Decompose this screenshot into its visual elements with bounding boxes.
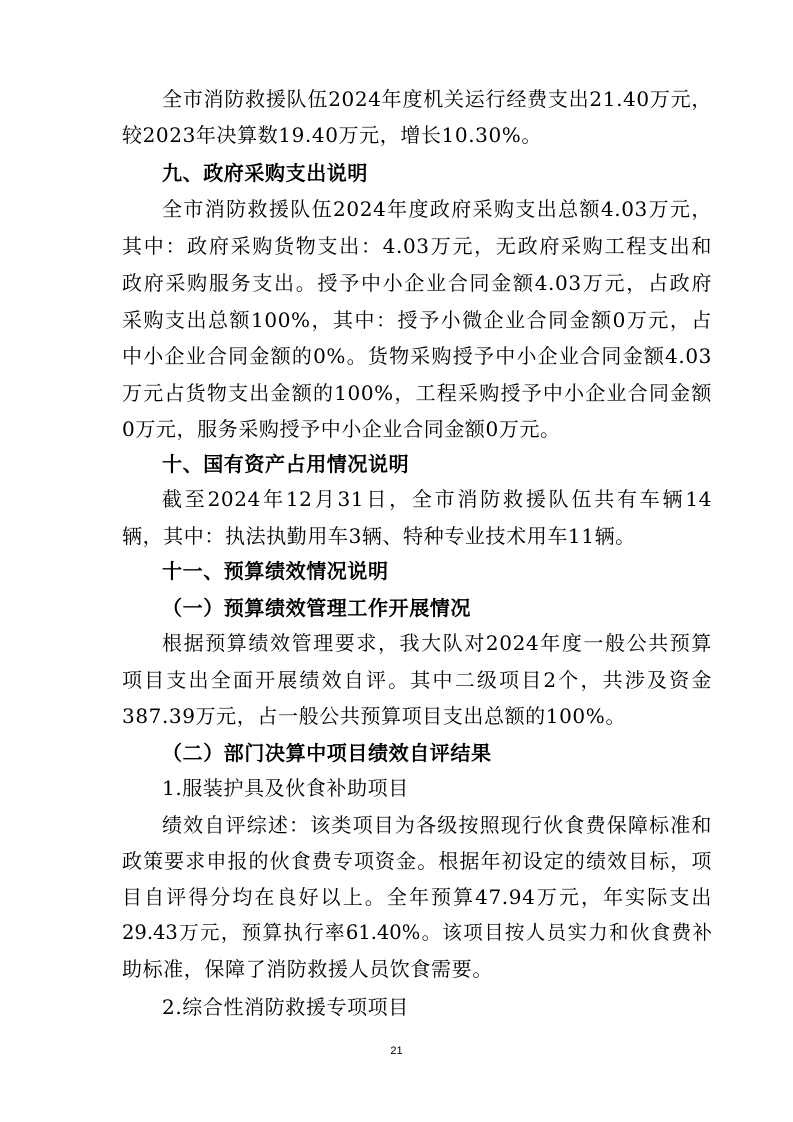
subsection-heading: （二）部门决算中项目绩效自评结果 [162, 741, 492, 765]
section-heading: 十、国有资产占用情况说明 [162, 452, 410, 476]
paragraph-line: 项目支出全面开展绩效自评。其中二级项目2个，共涉及资金 [122, 668, 712, 692]
section-heading: 十一、预算绩效情况说明 [162, 559, 389, 583]
paragraph-line: 截至2024年12月31日，全市消防救援队伍共有车辆14 [162, 487, 712, 511]
item-heading: 1.服装护具及伙食补助项目 [162, 776, 409, 800]
paragraph-line: 根据预算绩效管理要求，我大队对2024年度一般公共预算 [162, 631, 712, 655]
paragraph-line: 采购支出总额100%，其中：授予小微企业合同金额0万元，占 [122, 308, 712, 332]
paragraph-line: 中小企业合同金额的0%。货物采购授予中小企业合同金额4.03 [122, 344, 712, 368]
paragraph-line: 辆，其中：执法执勤用车3辆、特种专业技术用车11辆。 [122, 524, 636, 548]
paragraph-line: 0万元，服务采购授予中小企业合同金额0万元。 [122, 417, 561, 441]
paragraph-line: 绩效自评综述：该类项目为各级按照现行伙食费保障标准和 [162, 813, 712, 837]
paragraph-line: 政策要求申报的伙食费专项资金。根据年初设定的绩效目标，项 [122, 849, 712, 873]
paragraph-line: 目自评得分均在良好以上。全年预算47.94万元，年实际支出 [122, 885, 712, 909]
paragraph-line: 全市消防救援队伍2024年度政府采购支出总额4.03万元， [162, 197, 712, 221]
paragraph-line: 其中：政府采购货物支出：4.03万元，无政府采购工程支出和 [122, 234, 712, 258]
section-heading: 九、政府采购支出说明 [162, 161, 368, 185]
paragraph-line: 29.43万元，预算执行率61.40%。该项目按人员实力和伙食费补 [122, 921, 712, 944]
paragraph-line: 387.39万元，占一般公共预算项目支出总额的100%。 [122, 704, 626, 728]
page-number: 21 [390, 1045, 403, 1057]
paragraph-line: 助标准，保障了消防救援人员饮食需要。 [122, 957, 493, 981]
paragraph-line: 全市消防救援队伍2024年度机关运行经费支出21.40万元， [162, 87, 712, 111]
paragraph-line: 政府采购服务支出。授予中小企业合同金额4.03万元，占政府 [122, 271, 712, 295]
paragraph-line: 万元占货物支出金额的100%，工程采购授予中小企业合同金额 [122, 381, 712, 405]
item-heading: 2.综合性消防救援专项项目 [162, 995, 409, 1019]
paragraph-line: 较2023年决算数19.40万元，增长10.30%。 [122, 123, 543, 147]
subsection-heading: （一）预算绩效管理工作开展情况 [162, 596, 471, 620]
